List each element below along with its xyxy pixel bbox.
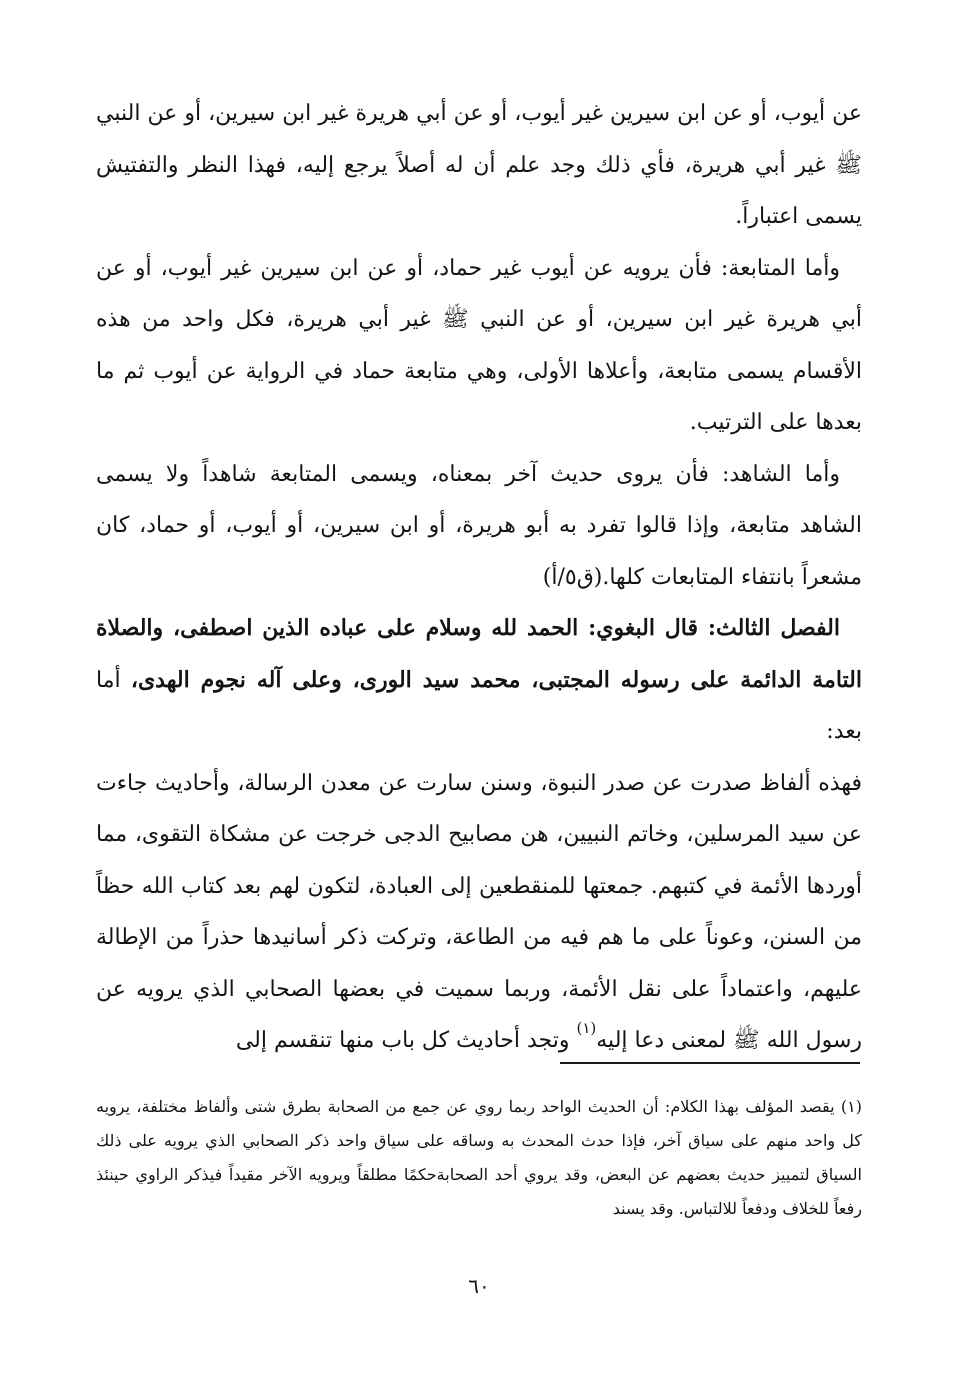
footnote-section (96, 1090, 862, 1226)
footnote-text: (١) يقصد المؤلف بهذا الكلام: أن الحديث الواحد ربما روي عن جمع من الصحابة بطرق شتى وألفاظ مختلفة، يرويه كل واحد منهم على سياق آخر، فإذا حدث المحدث به وساقه على سياق واحد ذكر الصحابي الذي يرويه على ذلك السياق لتمييز حديث بعضهم عن البعض، وقد يروي أحد الصحابةحكمًا مطلقاً ويرويه الآخر مقيداً فيذكر الراوي حينئذ رفعاً للخلاف ودفعاً للالتباس. وقد يسند (96, 1097, 863, 1218)
chapter-heading (96, 603, 862, 758)
page-number: ٦٠ (468, 1274, 490, 1298)
main-text (96, 88, 862, 1069)
paragraph-introduction (96, 758, 862, 1069)
intro-text: فهذه ألفاظ صدرت عن صدر النبوة، وسنن سارت عن معدن الرسالة، وأحاديث جاءت عن سيد المرسلين، وخاتم النبيين، هن مصابيح الدجى خرجت عن مشكاة التقوى، مما أوردها الأئمة في كتبهم. جمعتها للمنقطعين إلى العبادة، لتكون لهم بعد كتاب الله حظاً من السنن، وعوناً على ما هم فيه من الطاعة، وتركت ذكر أسانيدها حذراً من الإطالة عليهم، واعتماداً على نقل الأئمة، وربما سميت في بعضها الصحابي الذي يرويه عن رسول الله ﷺ لمعنى دعا إليه (96, 770, 862, 1053)
chapter-heading-bold: الفصل الثالث: قال البغوي: الحمد لله وسلام على عباده الذين اصطفى، والصلاة التامة الدائمة على رسوله المجتبى، محمد سيد الورى، وعلى آله نجوم الهدى، (96, 615, 862, 693)
footnote-divider (560, 1062, 860, 1064)
paragraph-shahid: وأما الشاهد: فأن يروى حديث آخر بمعناه، ويسمى المتابعة شاهداً ولا يسمى الشاهد متابعة، وإذا قالوا تفرد به أبو هريرة، أو ابن سيرين، أو أيوب، أو حماد، كان مشعراً بانتفاء المتابعات كلها.(ق٥/أ) (96, 461, 862, 590)
chapter-heading-amma-bad: أما بعد: (96, 667, 862, 744)
paragraph-itibar: عن أيوب، أو عن ابن سيرين غير أيوب، أو عن أبي هريرة غير ابن سيرين، أو عن النبي ﷺ غير أبي هريرة، فأي ذلك وجد علم أن له أصلاً يرجع إليه، فهذا النظر والتفتيش يسمى اعتباراً. (96, 101, 862, 229)
footnote-reference[interactable]: (١) (576, 1019, 597, 1037)
intro-text-continued: وتجد أحاديث كل باب منها تنقسم إلى (235, 1028, 577, 1053)
paragraph-mutabaa: وأما المتابعة: فأن يرويه عن أيوب غير حماد، أو عن ابن سيرين غير أيوب، أو عن أبي هريرة غير ابن سيرين، أو عن النبي ﷺ غير أبي هريرة، فكل واحد من هذه الأقسام يسمى متابعة، وأعلاها الأولى، وهي متابعة حماد في الرواية عن أيوب ثم ما بعدها على الترتيب. (96, 255, 862, 435)
